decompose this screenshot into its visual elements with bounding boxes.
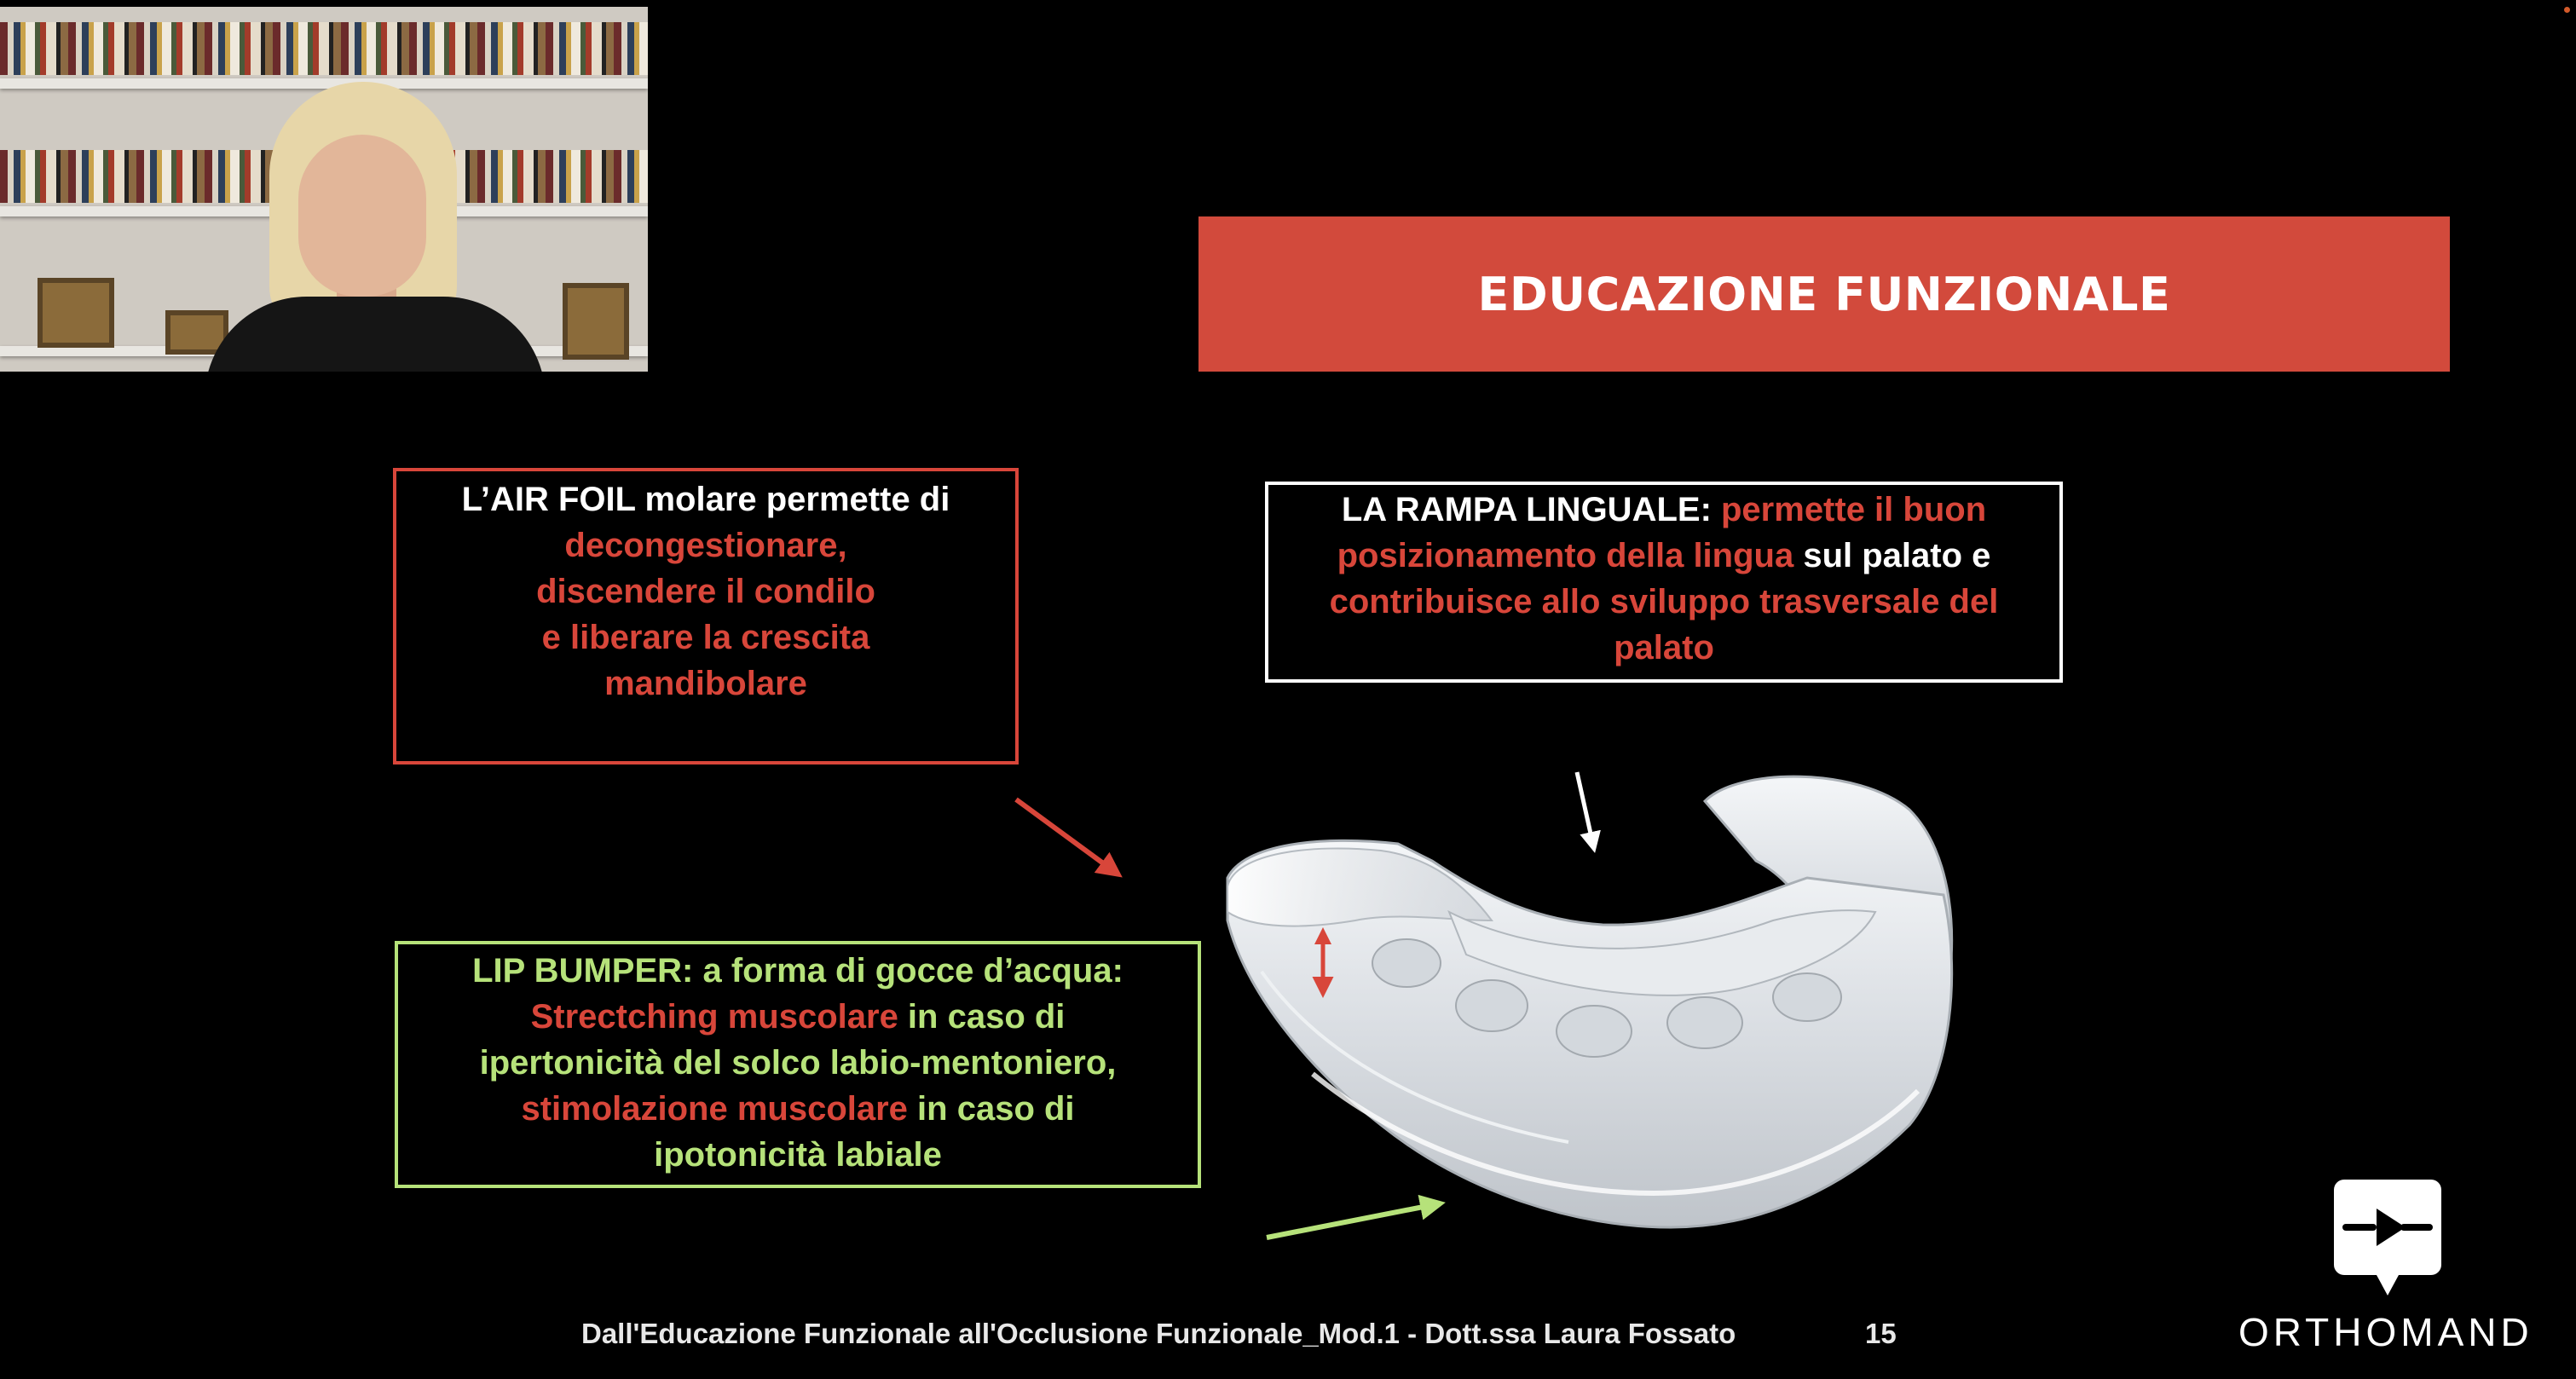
callout-line: LIP BUMPER: a forma di gocce d’acqua: <box>472 952 1123 990</box>
callout-line: mandibolare <box>604 665 807 702</box>
presenter-face <box>298 135 426 297</box>
callout-line <box>398 994 1198 1040</box>
callout-line: discendere il condilo <box>536 573 875 610</box>
callout-text: LA RAMPA LINGUALE: <box>1341 491 1721 528</box>
callout-text: in caso di <box>907 1090 1075 1128</box>
lip-bumper-callout <box>395 941 1201 1188</box>
presenter-body <box>205 297 546 372</box>
callout-line: decongestionare, <box>564 527 847 564</box>
photo-frame <box>563 283 629 360</box>
callout-line: palato <box>1614 629 1714 666</box>
callout-text: stimolazione muscolare <box>521 1090 908 1128</box>
photo-frame <box>38 278 114 348</box>
bookshelf-row <box>0 22 648 75</box>
tooth-socket <box>1773 973 1841 1021</box>
callout-line <box>398 1086 1198 1132</box>
callout-text: molare permette di <box>635 481 950 518</box>
red-arrow <box>1016 799 1118 874</box>
callout-line <box>1268 487 2059 533</box>
play-chat-bubble-icon <box>2334 1180 2441 1299</box>
slide-footer: Dall'Educazione Funzionale all'Occlusione Funzionale_Mod.1 - Dott.ssa Laura Fossato <box>581 1318 1736 1349</box>
orthodontic-appliance-image <box>1210 750 1978 1244</box>
callout-text: in caso di <box>898 998 1066 1036</box>
callout-line <box>1268 533 2059 579</box>
callout-line <box>396 476 1015 522</box>
presenter-webcam <box>0 7 648 372</box>
tooth-socket <box>1667 997 1742 1048</box>
air-foil-callout <box>393 468 1019 765</box>
callout-line: e liberare la crescita <box>541 619 870 656</box>
callout-line: ipertonicità del solco labio-mentoniero, <box>479 1044 1117 1082</box>
recording-indicator <box>2564 7 2570 13</box>
shelf-board <box>0 78 648 89</box>
callout-text: L’AIR FOIL <box>461 481 636 518</box>
page-number: 15 <box>1865 1318 1897 1349</box>
tooth-socket <box>1456 980 1528 1031</box>
callout-line: contribuisce allo sviluppo trasversale del <box>1329 583 1999 620</box>
callout-text: posizionamento della lingua <box>1337 537 1794 574</box>
callout-line: ipotonicità labiale <box>654 1136 942 1174</box>
tooth-socket <box>1557 1006 1632 1057</box>
slide-title-banner <box>1198 216 2450 372</box>
rampa-linguale-callout <box>1265 482 2063 683</box>
callout-text: Strectching muscolare <box>530 998 898 1036</box>
logo-text: ORTHOMAND <box>2238 1310 2533 1354</box>
tooth-socket <box>1372 939 1441 987</box>
callout-text: sul palato e <box>1793 537 1991 574</box>
slide-title: EDUCAZIONE FUNZIONALE <box>1477 267 2171 321</box>
callout-text: permette il buon <box>1721 491 1987 528</box>
